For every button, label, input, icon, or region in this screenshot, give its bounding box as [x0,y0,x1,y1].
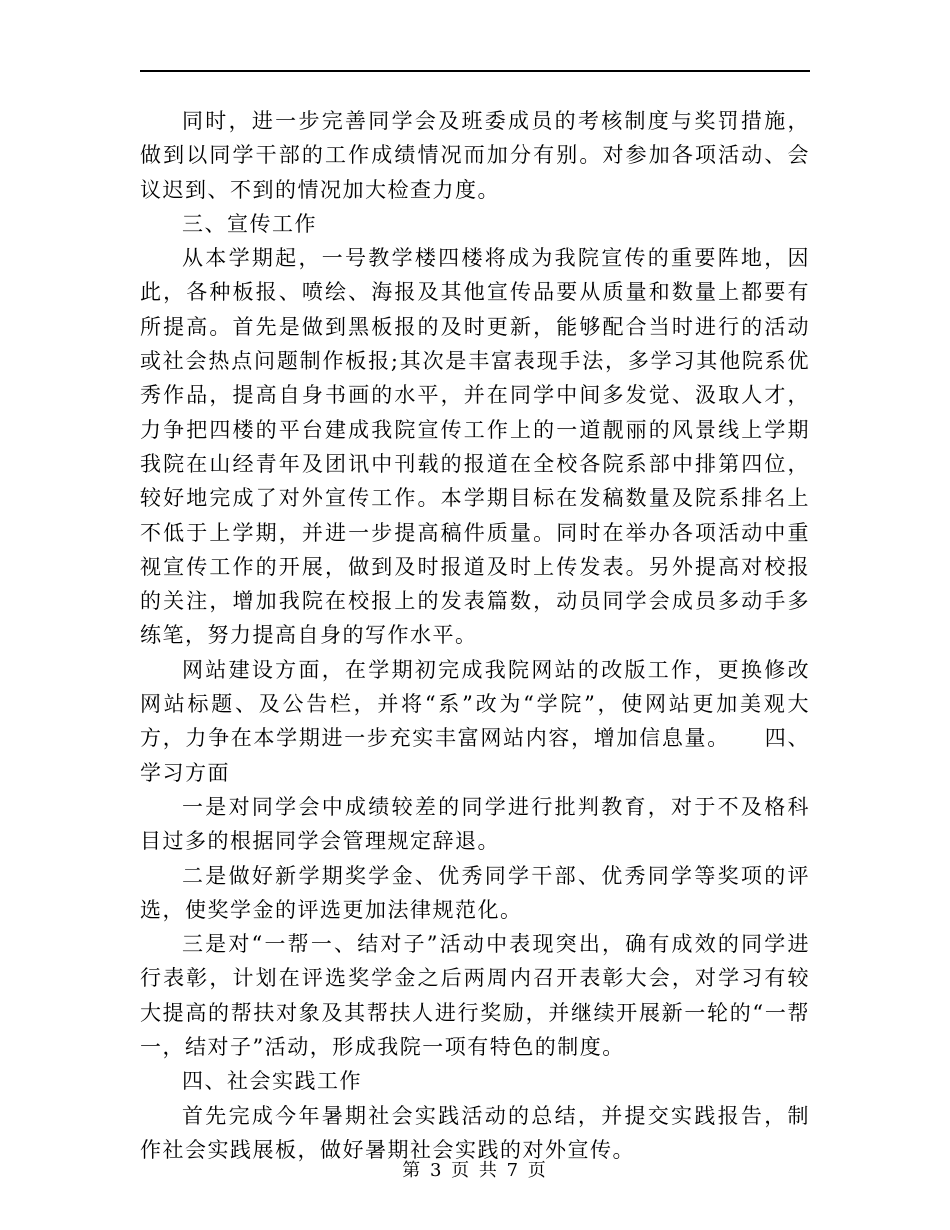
paragraph-study-two: 二是做好新学期奖学金、优秀同学干部、优秀同学等奖项的评选，使奖学金的评选更加法律规范化。 [140,863,810,922]
paragraph-study-three: 三是对“一帮一、结对子”活动中表现突出，确有成效的同学进行表彰，计划在评选奖学金之后两周内召开表彰大会，对学习有较大提高的帮扶对象及其帮扶人进行奖励，并继续开展新一轮的“一帮一，结对子”活动，形成我院一项有特色的制度。 [140,932,810,1060]
heading-publicity: 三、宣传工作 [182,211,317,236]
heading-social-practice: 四、社会实践工作 [182,1069,362,1094]
page-number: 第 3 页 共 7 页 [402,1160,548,1181]
paragraph-social-practice: 首先完成今年暑期社会实践活动的总结，并提交实践报告，制作社会实践展板，做好暑期社会实践的对外宣传。 [140,1103,810,1162]
paragraph-study-one: 一是对同学会中成绩较差的同学进行批判教育，对于不及格科目过多的根据同学会管理规定辞退。 [140,794,810,854]
paragraph-publicity: 从本学期起，一号教学楼四楼将成为我院宣传的重要阵地，因此，各种板报、喷绘、海报及其他宣传品要从质量和数量上都要有所提高。首先是做到黑板报的及时更新，能够配合当时进行的活动或社会热点问题制作板报;其次是丰富表现手法，多学习其他院系优秀作品，提高自身书画的水平，并在同学中间多发觉、汲取人才，力争把四楼的平台建成我院宣传工作上的一道靓丽的风景线上学期我院在山经青年及团讯中刊载的报道在全校各院系部中排第四位，较好地完成了对外宣传工作。本学期目标在发稿数量及院系排名上不低于上学期，并进一步提高稿件质量。同时在举办各项活动中重视宣传工作的开展，做到及时报道及时上传发表。另外提高对校报的关注，增加我院在校报上的发表篇数，动员同学会成员多动手多练笔，努力提高自身的写作水平。 [140,246,810,648]
document-body [140,104,810,1167]
paragraph-evaluation: 同时，进一步完善同学会及班委成员的考核制度与奖罚措施，做到以同学干部的工作成绩情况而加分有别。对参加各项活动、会议迟到、不到的情况加大检查力度。 [140,109,810,202]
header-rule [140,70,810,72]
paragraph-website: 网站建设方面，在学期初完成我院网站的改版工作，更换修改网站标题、及公告栏，并将“系”改为“学院”，使网站更加美观大方，力争在本学期进一步充实丰富网站内容，增加信息量。 四、学习方面 [140,657,810,785]
